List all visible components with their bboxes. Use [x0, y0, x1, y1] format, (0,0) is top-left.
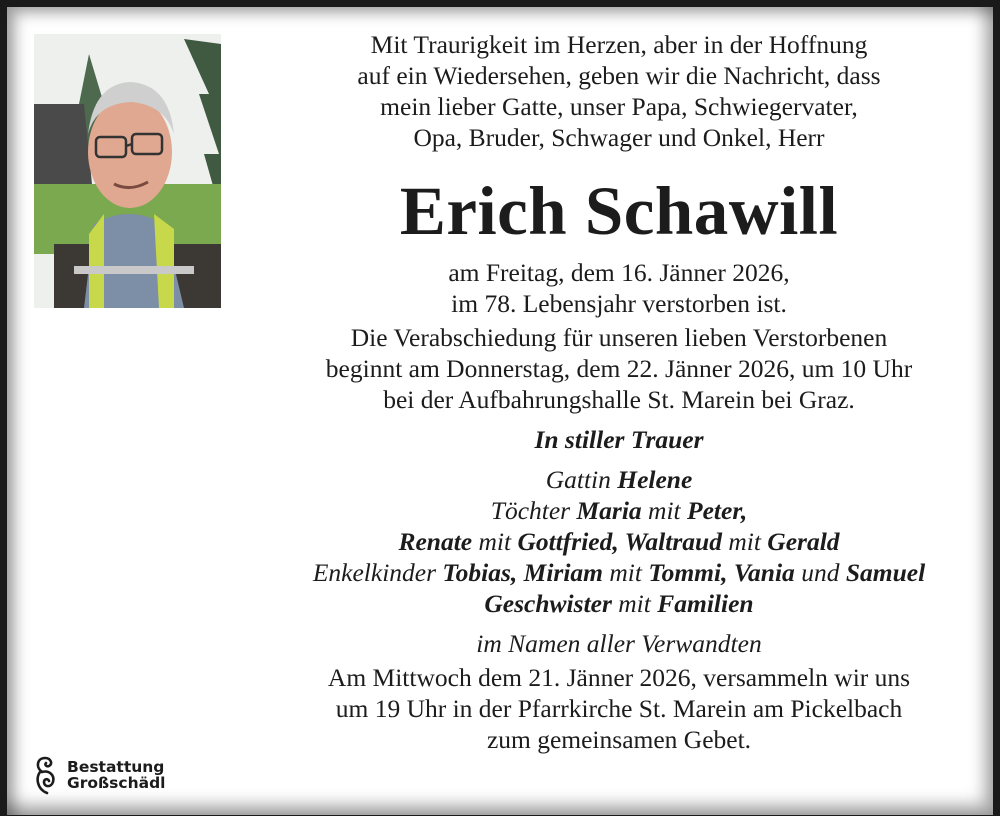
relation-label: Enkelkinder — [312, 558, 437, 587]
connector: mit — [618, 589, 651, 618]
connector: und — [801, 558, 840, 587]
relation-label: Gattin — [545, 465, 611, 494]
mourner-line — [265, 526, 973, 557]
prayer-line: Am Mittwoch dem 21. Jänner 2026, versammeln wir uns — [327, 663, 911, 692]
prayer-line: zum gemeinsamen Gebet. — [486, 725, 752, 754]
intro-line: Opa, Bruder, Schwager und Onkel, Herr — [413, 123, 825, 152]
death-age-line: im 78. Lebensjahr verstorben ist. — [451, 289, 787, 318]
mourner-name: Helene — [617, 465, 693, 494]
on-behalf-line: im Namen aller Verwandten — [476, 629, 762, 658]
mourner-line — [265, 557, 973, 588]
mourner-name: Geschwister — [484, 589, 612, 618]
prayer-line: um 19 Uhr in der Pfarrkirche St. Marein am Pickelbach — [335, 694, 903, 723]
death-date-line: am Freitag, dem 16. Jänner 2026, — [448, 258, 790, 287]
mourner-name: Familien — [657, 589, 754, 618]
mourner-name: Renate — [398, 527, 473, 556]
connector: mit — [478, 527, 512, 556]
mourner-name: Samuel — [845, 558, 926, 587]
farewell-line: bei der Aufbahrungshalle St. Marein bei Graz. — [383, 385, 855, 414]
farewell-line: beginnt am Donnerstag, dem 22. Jänner 2026, um 10 Uhr — [325, 354, 913, 383]
connector: mit — [609, 558, 642, 587]
mourners-list — [265, 464, 973, 619]
mourner-name: Tommi, Vania — [648, 558, 795, 587]
logo-line-1: Bestattung — [67, 758, 165, 776]
portrait-photo — [34, 34, 221, 308]
obituary-card — [7, 7, 993, 815]
swirl-logo-icon — [33, 755, 63, 795]
mourner-line — [265, 588, 973, 619]
mourner-name: Peter, — [687, 496, 748, 525]
intro-line: Mit Traurigkeit im Herzen, aber in der Hoffnung — [370, 30, 868, 59]
connector: mit — [648, 496, 681, 525]
intro-line: auf ein Wiedersehen, geben wir die Nachricht, dass — [357, 61, 881, 90]
obituary-text — [265, 29, 973, 755]
mourner-name: Tobias, Miriam — [442, 558, 604, 587]
mourner-line — [265, 464, 973, 495]
mourner-name: Gottfried, Waltraud — [517, 527, 722, 556]
deceased-name: Erich Schawill — [399, 173, 839, 249]
intro-line: mein lieber Gatte, unser Papa, Schwiegervater, — [380, 92, 858, 121]
mourner-name: Gerald — [767, 527, 840, 556]
logo-line-2: Großschädl — [67, 774, 166, 792]
mourner-line — [265, 495, 973, 526]
mourning-heading: In stiller Trauer — [534, 425, 704, 454]
relation-label: Töchter — [490, 496, 571, 525]
mourner-name: Maria — [576, 496, 642, 525]
funeral-home-logo — [33, 755, 165, 795]
connector: mit — [728, 527, 761, 556]
farewell-line: Die Verabschiedung für unseren lieben Verstorbenen — [350, 323, 888, 352]
portrait-illustration — [34, 34, 221, 308]
